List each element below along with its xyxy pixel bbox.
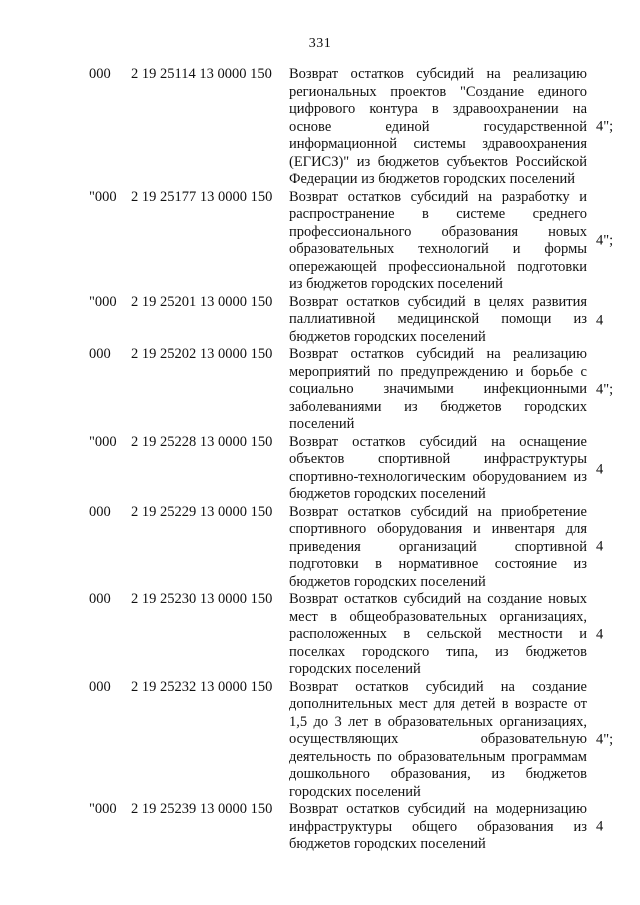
row-value: 4 <box>596 312 604 329</box>
row-value: 4 <box>596 818 604 835</box>
row-prefix: "000 <box>89 801 117 817</box>
row-code: 2 19 25202 13 0000 150 <box>131 346 273 362</box>
table-row <box>0 434 640 504</box>
row-code: 2 19 25230 13 0000 150 <box>131 591 273 607</box>
row-description: Возврат остатков субсидий на создание дополнительных мест для детей в возрасте от 1,5 до 3 лет в образовательных организациях, осуществляющих образовательную деятельность по образовательным программам дошкольного образования, из бюджетов городских поселений <box>289 678 587 800</box>
table-row <box>0 504 640 592</box>
row-value: 4"; <box>596 731 614 747</box>
row-value: 4 <box>596 461 604 478</box>
table-row <box>0 679 640 802</box>
row-value: 4"; <box>596 118 614 135</box>
row-code: 2 19 25114 13 0000 150 <box>131 66 272 82</box>
row-description: Возврат остатков субсидий на реализацию мероприятий по предупреждению и борьбе с социально значимыми инфекционными заболеваниями из бюджетов городских поселений <box>289 346 587 432</box>
row-code: 2 19 25232 13 0000 150 <box>131 678 273 695</box>
row-prefix: 000 <box>89 678 111 695</box>
row-value: 4"; <box>596 381 614 397</box>
page-number: 331 <box>308 36 332 51</box>
row-prefix: 000 <box>89 66 111 82</box>
row-description: Возврат остатков субсидий в целях развития паллиативной медицинской помощи из бюджетов городских поселений <box>289 293 587 345</box>
row-value: 4"; <box>596 232 614 249</box>
budget-code-table <box>0 66 640 854</box>
row-prefix: 000 <box>89 346 111 362</box>
row-description: Возврат остатков субсидий на разработку и распространение в системе среднего профессионального образования новых образовательных технологий и формы опережающей профессиональной подготовки из бюджетов городских поселений <box>289 188 587 292</box>
row-value: 4 <box>596 538 604 555</box>
table-row <box>0 189 640 294</box>
row-description: Возврат остатков субсидий на оснащение объектов спортивной инфраструктуры спортивно-технологическим оборудованием из бюджетов городских поселений <box>289 433 587 502</box>
row-prefix: 000 <box>89 503 111 520</box>
table-row <box>0 591 640 679</box>
row-description: Возврат остатков субсидий на приобретение спортивного оборудования и инвентаря для приведения организаций спортивной подготовки в нормативное состояние из бюджетов городских поселений <box>289 503 587 590</box>
row-description: Возврат остатков субсидий на создание новых мест в общеобразовательных организациях, расположенных в сельской местности и поселках городского типа, из бюджетов городских поселений <box>289 591 587 677</box>
row-prefix: 000 <box>89 591 111 607</box>
row-code: 2 19 25239 13 0000 150 <box>131 801 273 817</box>
row-description: Возврат остатков субсидий на модернизацию инфраструктуры общего образования из бюджетов городских поселений <box>289 801 587 852</box>
row-prefix: "000 <box>89 293 117 310</box>
row-code: 2 19 25228 13 0000 150 <box>131 433 273 450</box>
table-row <box>0 801 640 854</box>
table-row <box>0 346 640 434</box>
row-description: Возврат остатков субсидий на реализацию региональных проектов "Создание единого цифрового контура в здравоохранении на основе единой государственной информационной системы здравоохранения (ЕГИСЗ)" из бюджетов субъектов Российской Федерации из бюджетов городских поселений <box>289 66 587 187</box>
row-prefix: "000 <box>89 433 117 450</box>
row-prefix: "000 <box>89 188 117 205</box>
row-code: 2 19 25229 13 0000 150 <box>131 503 273 520</box>
row-code: 2 19 25201 13 0000 150 <box>131 293 273 310</box>
table-row <box>0 294 640 347</box>
row-value: 4 <box>596 626 604 642</box>
table-row <box>0 66 640 189</box>
row-code: 2 19 25177 13 0000 150 <box>131 188 273 205</box>
